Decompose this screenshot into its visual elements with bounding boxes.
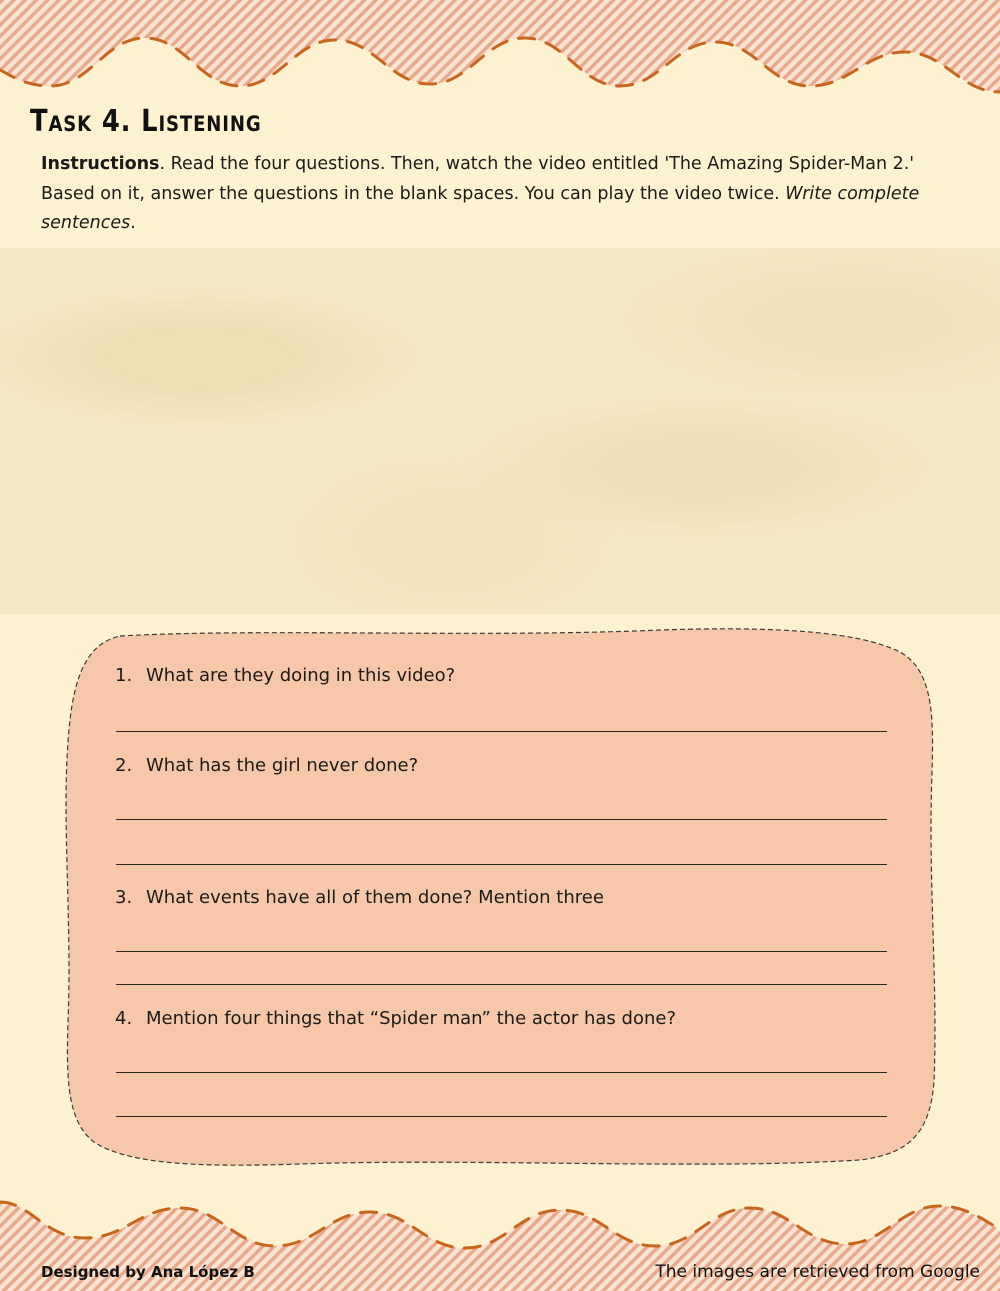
question-3-text: What events have all of them done? Mention three — [146, 887, 604, 908]
question-2-number: 2. — [115, 755, 133, 776]
instructions-emphasis: Write complete sentences — [41, 183, 920, 233]
question-2-text: What has the girl never done? — [146, 755, 419, 776]
page-title: Task 4. Listening — [30, 104, 262, 139]
video-embed-area[interactable] — [0, 248, 1000, 614]
answer-line-3b[interactable] — [116, 984, 887, 985]
question-4-number: 4. — [115, 1008, 133, 1029]
question-3 — [115, 887, 604, 908]
answer-line-4b[interactable] — [116, 1116, 887, 1117]
answer-line-1a[interactable] — [116, 731, 887, 732]
instructions-end: . — [130, 213, 136, 233]
answer-line-2b[interactable] — [116, 864, 887, 865]
instructions-label: Instructions — [41, 154, 160, 174]
top-decorative-border — [0, 0, 1000, 110]
question-1-number: 1. — [115, 665, 133, 686]
instructions-body: . Read the four questions. Then, watch the video entitled 'The Amazing Spider-Man 2.' Based on it, answer the questions in the blank spaces. You can play the video twice. — [41, 154, 915, 204]
question-4-text: Mention four things that “Spider man” the actor has done? — [146, 1008, 676, 1029]
question-4 — [115, 1008, 676, 1029]
question-1 — [115, 665, 455, 686]
question-3-number: 3. — [115, 887, 133, 908]
image-source-note: The images are retrieved from Google — [655, 1262, 980, 1282]
answer-line-3a[interactable] — [116, 951, 887, 952]
instructions-text — [41, 150, 961, 239]
answer-line-4a[interactable] — [116, 1072, 887, 1073]
question-1-text: What are they doing in this video? — [146, 665, 456, 686]
designer-credit: Designed by Ana López B — [41, 1263, 255, 1281]
question-2 — [115, 755, 418, 776]
answer-line-2a[interactable] — [116, 819, 887, 820]
